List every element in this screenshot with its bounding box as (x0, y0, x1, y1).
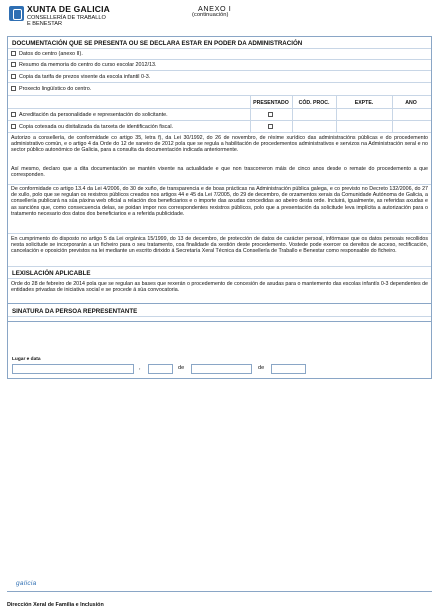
lexislacion-title: LEXISLACIÓN APLICABLE (12, 270, 91, 277)
divider (8, 82, 431, 83)
month-year-separator: de (258, 365, 265, 371)
checkbox-presentado-acreditacion[interactable] (268, 112, 273, 117)
column-header-ano: ANO (405, 100, 417, 106)
divider (8, 95, 431, 96)
annex-title: ANEXO I (198, 4, 232, 13)
column-divider (336, 96, 337, 133)
column-divider (292, 96, 293, 133)
data-protection-paragraph: En cumprimento do disposto no artigo 5 da Lei orgánica 15/1999, do 13 de decembro, de protección de datos de carácter persoal, infórmase que os datos persoais recollidos nesta solicitude se incorporarán a un ficheiro para o seu tratamento, coa finalidade da xestión deste procedemento. Vostede pode exercer os dereitos de acceso, rectificación, cancelación e oposición previstos na lei mediante un escrito dirixido á Secretaría Xeral Técnica da Consellería de Traballo e Benestar como responsable do ficheiro. (11, 236, 428, 255)
documentation-title: DOCUMENTACIÓN QUE SE PRESENTA OU SE DECLARA ESTAR EN PODER DA ADMINISTRACIÓN (12, 40, 303, 47)
column-header-cod-proc: CÓD. PROC. (298, 100, 330, 106)
org-subtitle: CONSELLERÍA DE TRABALLO E BENESTAR (27, 15, 106, 28)
place-input[interactable] (12, 364, 134, 374)
divider (8, 278, 431, 279)
authorization-paragraph: Autorizo a consellería, de conformidade co artigo 35, letra f), da Lei 30/1992, do 26 de novembro, de réxime xurídico das administracións públicas e do procedemento administrativo común, e o artigo 4 da Orde do 12 de xaneiro de 2012 pola que se regula a habilitación de procedementos administrativos e servizos na Administración xeral e no sector público autonómico de Galicia, para a consulta da documentación indicada anteriormente. (11, 135, 428, 154)
checkbox-copia-cotexada[interactable] (11, 124, 16, 129)
divider (8, 132, 431, 133)
xunta-logo-icon (9, 6, 24, 21)
declaration-paragraph: Así mesmo, declaro que a dita documentación se mantén vixente na actualidade e que non trascorreron máis de cinco anos desde o remate do procedemento a que corresponden. (11, 166, 428, 179)
divider (8, 70, 431, 71)
doc-item-label: Proxecto lingüístico do centro. (19, 86, 92, 92)
doc-table-item-label: Acreditación da personalidade e representación do solicitante. (19, 112, 168, 118)
checkbox-datos-centro[interactable] (11, 51, 16, 56)
place-date-separator: , (139, 365, 141, 371)
checkbox-tarifa-prezos[interactable] (11, 74, 16, 79)
footer-department: Dirección Xeral de Familia e Inclusión (7, 602, 104, 608)
checkbox-acreditacion[interactable] (11, 112, 16, 117)
footer-divider (7, 591, 432, 592)
divider (8, 120, 431, 121)
month-input[interactable] (191, 364, 252, 374)
checkbox-presentado-copia[interactable] (268, 124, 273, 129)
doc-item-label: Resumo da memoria do centro do curso escolar 2012/13. (19, 62, 157, 68)
doc-table-item-label: Copia cotexada ou dixitalizada da tarxeta de identificación fiscal. (19, 124, 174, 130)
checkbox-proxecto-linguistico[interactable] (11, 86, 16, 91)
divider (8, 233, 431, 234)
column-divider (250, 96, 251, 133)
doc-item-label: Datos do centro (anexo II). (19, 51, 83, 57)
divider (8, 316, 431, 317)
divider (8, 108, 431, 109)
column-divider (392, 96, 393, 133)
divider (8, 184, 431, 185)
doc-item-label: Copia da tarifa de prezos vixente da escola infantil 0-3. (19, 74, 151, 80)
column-header-expte: EXPTE. (354, 100, 374, 106)
checkbox-resumo-memoria[interactable] (11, 62, 16, 67)
divider (8, 59, 431, 60)
galicia-logo: galicia (16, 580, 37, 587)
place-date-label: Lugar e data (12, 357, 41, 362)
year-input[interactable] (271, 364, 306, 374)
column-header-presentado: PRESENTADO (253, 100, 289, 106)
divider (8, 266, 431, 267)
divider (8, 48, 431, 49)
day-input[interactable] (148, 364, 173, 374)
transparency-paragraph: De conformidade co artigo 13.4 da Lei 4/2006, do 30 de xuño, de transparencia e de boas prácticas na Administración pública galega, e co previsto no Decreto 132/2006, do 27 de xullo, polo que se regulan os rexistros públicos creados nos artigos 44 e 45 da Lei 7/2005, do 29 de decembro, de orzamentos xerais da Comunidade Autónoma de Galicia, a consellería publicará na súa páxina web oficial a relación dos beneficiarios e o importe das axudas concedidas ao abeiro desta orde. Incluirá, igualmente, as referidas axudas e as sancións que, como consecuencia delas, se poidan impor nos correspondentes rexistros públicos, polo que a presentación da solicitude leva implícita a autorización para o tratamento necesario dos datos dos beneficiarios e a referida publicidade. (11, 186, 428, 217)
lexislacion-text: Orde do 28 de febreiro de 2014 pola que se regulan as bases que rexerán o procedemento de concesión de axudas para o mantemento das escolas infantís 0-3 dependentes de entidades privadas de iniciativa social e se procede á súa convocatoria. (11, 281, 428, 294)
org-name: XUNTA DE GALICIA (27, 4, 111, 14)
signature-title: SINATURA DA PERSOA REPRESENTANTE (12, 308, 138, 315)
annex-subtitle: (continuación) (192, 12, 229, 18)
day-month-separator: de (178, 365, 185, 371)
